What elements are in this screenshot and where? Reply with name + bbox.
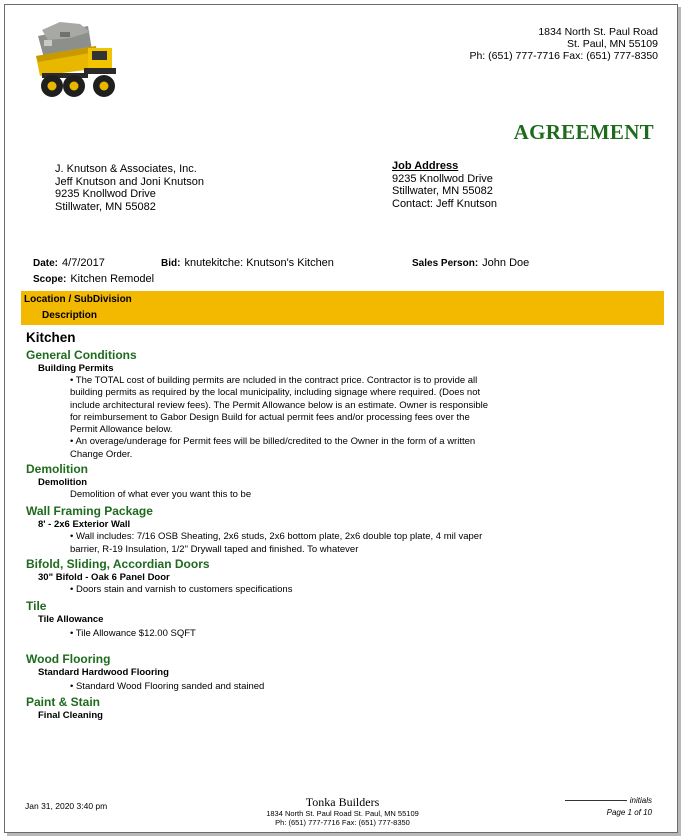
client-address <box>55 163 204 213</box>
bullet-line: • Wall includes: 7/16 OSB Sheating, 2x6 studs, 2x6 bottom plate, 2x6 double top plate, 4 mil vaper <box>70 531 483 543</box>
dump-truck-icon <box>30 18 122 104</box>
job-contact: Contact: Jeff Knutson <box>392 197 497 210</box>
footer-company-name: Tonka Builders <box>305 795 380 809</box>
company-address-line2: St. Paul, MN 55109 <box>566 38 658 50</box>
client-company: J. Knutson & Associates, Inc. <box>55 163 197 175</box>
job-city: Stillwater, MN 55082 <box>392 185 493 197</box>
date-label: Date: <box>33 258 59 269</box>
salesperson-field <box>412 257 529 269</box>
item-title: 8' - 2x6 Exterior Wall <box>38 519 131 531</box>
item-description: Demolition of what ever you want this to be <box>70 489 252 501</box>
bullet-line: barrier, R-19 Insulation, 1/2" Drywall taped and finished. To whatever <box>70 543 359 555</box>
salesperson-label: Sales Person: <box>412 258 479 269</box>
date-value: 4/7/2017 <box>62 257 105 269</box>
item-title: 30" Bifold - Oak 6 Panel Door <box>38 571 170 583</box>
job-address <box>392 160 497 210</box>
column-header-band <box>21 291 664 325</box>
bullet-line: • Tile Allowance $12.00 SQFT <box>70 628 196 640</box>
item-title: Tile Allowance <box>38 614 104 626</box>
job-address-label: Job Address <box>392 160 459 172</box>
scope-field <box>33 273 154 285</box>
item-title: Demolition <box>38 477 88 489</box>
footer-datetime: Jan 31, 2020 3:40 pm <box>25 801 108 811</box>
document-title: AGREEMENT <box>513 120 654 144</box>
bullet-line: Change Order. <box>70 448 133 460</box>
category-title: Wall Framing Package <box>26 504 153 519</box>
category-title: Paint & Stain <box>26 694 101 709</box>
item-title: Building Permits <box>38 363 114 374</box>
category-title: Bifold, Sliding, Accordian Doors <box>26 556 210 571</box>
salesperson-value: John Doe <box>482 257 530 269</box>
category-title: Tile <box>26 599 47 614</box>
scope-value: Kitchen Remodel <box>70 273 155 285</box>
bullet-line: building permits as required by the local municipality, including signage where required. (Does not <box>70 387 481 399</box>
area-title: Kitchen <box>26 330 76 345</box>
job-street: 9235 Knollwod Drive <box>392 172 493 185</box>
category-title: General Conditions <box>26 348 137 362</box>
footer-address: 1834 North St. Paul Road St. Paul, MN 55109 <box>266 809 419 818</box>
initials-field <box>565 795 652 807</box>
category-title: Demolition <box>26 462 88 477</box>
description-header: Description <box>42 310 98 321</box>
bid-field <box>161 257 334 269</box>
client-city: Stillwater, MN 55082 <box>55 200 156 213</box>
bullet-line: • An overage/underage for Permit fees will be billed/credited to the Owner in the form of a written <box>70 436 476 448</box>
bullet-line: • The TOTAL cost of building permits are ncluded in the contract price. Contractor is to provide all <box>70 375 478 386</box>
scope-label: Scope: <box>33 274 67 285</box>
client-names: Jeff Knutson and Joni Knutson <box>55 175 205 188</box>
bullet-line: Permit Allowance below. <box>70 424 173 436</box>
client-street: 9235 Knollwod Drive <box>55 188 156 200</box>
bullet-line: include architectural review fees). The Permit Allowance below is an estimate. Owner is responsible <box>70 399 489 411</box>
footer-page-info <box>565 795 652 819</box>
company-address <box>469 26 658 62</box>
initials-line <box>565 800 627 801</box>
company-address-line1: 1834 North St. Paul Road <box>538 26 658 38</box>
item-title: Standard Hardwood Flooring <box>38 666 169 678</box>
agreement-content <box>26 330 656 722</box>
page-number: Page 1 of 10 <box>606 808 652 817</box>
category-title: Wood Flooring <box>26 651 111 666</box>
date-field <box>33 257 105 269</box>
footer-phone-fax: Ph: (651) 777-7716 Fax: (651) 777-8350 <box>275 818 410 827</box>
bullet-line: for reimbursement to Gabor Design Build for actual permit fees and/or processing fees over the <box>70 411 470 423</box>
bid-label: Bid: <box>161 258 181 269</box>
bullet-line: • Standard Wood Flooring sanded and stained <box>70 680 265 692</box>
bid-value: knutekitche: Knutson's Kitchen <box>184 257 334 269</box>
initials-label: initials <box>629 796 652 805</box>
item-title: Final Cleaning <box>38 709 103 721</box>
bullet-line: • Doors stain and varnish to customers specifications <box>70 583 293 595</box>
location-header: Location / SubDivision <box>24 294 132 305</box>
company-phone-fax: Ph: (651) 777-7716 Fax: (651) 777-8350 <box>469 50 658 62</box>
